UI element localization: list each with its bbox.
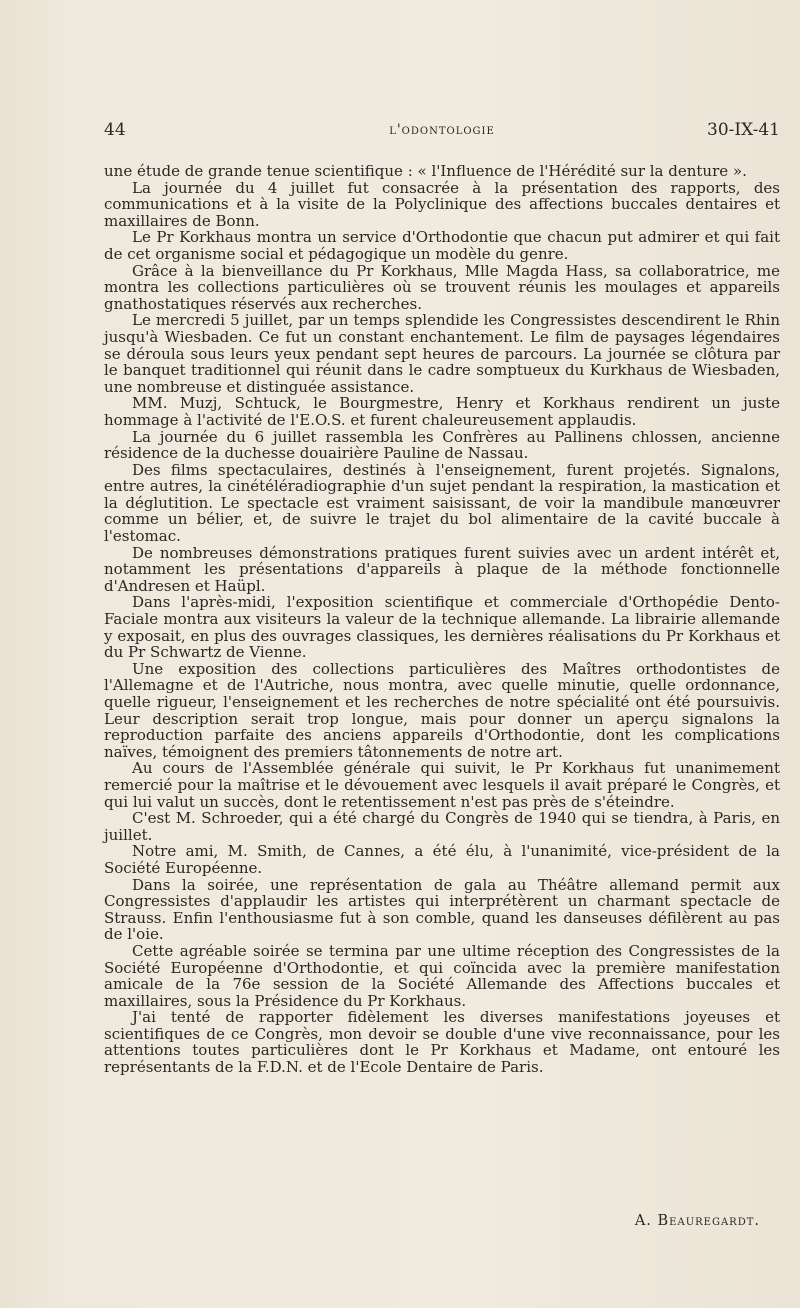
paragraph: Le mercredi 5 juillet, par un temps splendide les Congressistes descendirent le Rhin jusqu'à Wiesbaden. Ce fut un constant enchantement. Le film de paysages légendaires se déroula sous leurs yeux pendant sept heures de parcours. La journée se clôtura par le banquet traditionnel qui réunit dans le cadre somptueux du Kurkhaus de Wiesbaden, une nombreuse et distinguée assistance. (104, 311, 780, 396)
paragraph: J'ai tenté de rapporter fidèlement les diverses manifestations joyeuses et scientifiques de ce Congrès, mon devoir se double d'une vive reconnaissance, pour les attentions toutes particulières dont le Pr Korkhaus et Madame, ont entouré les représentants de la F.D.N. et de l'Ecole Dentaire de Paris. (104, 1008, 780, 1077)
paragraph: Une exposition des collections particulières des Maîtres orthodontistes de l'Allemagne et de l'Autriche, nous montra, avec quelle minutie, quelle ordonnance, quelle rigueur, l'enseignement et les recherches de notre spécialité ont été poursuivis. Leur description serait trop longue, mais pour donner un aperçu signalons la reproduction parfaite des anciens appareils d'Orthodontie, dont les complications naïves, témoignent des premiers tâtonnements de notre art. (104, 659, 780, 761)
paragraph: MM. Muzj, Schtuck, le Bourgmestre, Henry et Korkhaus rendirent un juste hommage à l'activité de l'E.O.S. et furent chaleureusement applaudis. (104, 394, 780, 429)
paragraph: La journée du 6 juillet rassembla les Confrères au Pallinens chlossen, ancienne résidence de la duchesse douairière Pauline de Nassau. (104, 427, 780, 463)
paragraph: Au cours de l'Assemblée générale qui suivit, le Pr Korkhaus fut unanimement remercié pour la maîtrise et le dévouement avec lesquels il avait préparé le Congrès, et qui lui valut un succès, dont le retentissement n'est pas près de s'éteindre. (104, 759, 780, 811)
paragraph: une étude de grande tenue scientifique : « l'Influence de l'Hérédité sur la denture ». (104, 162, 747, 180)
paragraph: Des films spectaculaires, destinés à l'enseignement, furent projetés. Signalons, entre autres, la cinétéléradiographie d'un sujet pendant la respiration, la mastication et la déglutition. Le spectacle est vraiment saisissant, de voir la mandibule manœuvrer comme un bélier, et, de suivre le trajet du bol alimentaire de la cavité buccale à l'estomac. (104, 460, 780, 546)
paragraph: De nombreuses démonstrations pratiques furent suivies avec un ardent intérêt et, notamment les présentations d'appareils à plaque de la méthode fonctionnelle d'Andresen et Haüpl. (104, 543, 780, 595)
page-number: 44 (104, 120, 126, 140)
paragraph: Dans la soirée, une représentation de gala au Théâtre allemand permit aux Congressistes d'applaudir les artistes qui interprétèrent un charmant spectacle de Strauss. Enfin l'enthousiasme fut à son comble, quand les danseuses défilèrent au pas de l'oie. (104, 875, 780, 944)
running-head (104, 120, 780, 144)
paragraph: Le Pr Korkhaus montra un service d'Orthodontie que chacun put admirer et qui fait de cet organisme social et pédagogique un modèle du genre. (104, 228, 780, 263)
paragraph: Dans l'après-midi, l'exposition scientifique et commerciale d'Orthopédie Dento-Faciale montra aux visiteurs la valeur de la technique allemande. La librairie allemande y exposait, en plus des ouvrages classiques, les dernières réalisations du Pr Korkhaus et du Pr Schwartz de Vienne. (104, 593, 780, 662)
paragraph: Grâce à la bienveillance du Pr Korkhaus, Mlle Magda Hass, sa collaboratrice, me montra les collections particulières où se trouvent réunis les moulages et appareils gnathostatiques réservés aux recherches. (104, 261, 780, 313)
paragraph: Notre ami, M. Smith, de Cannes, a été élu, à l'unanimité, vice-président de la Société Européenne. (104, 842, 780, 877)
author-signature: A. Beauregardt. (634, 1213, 760, 1229)
paragraph: C'est M. Schroeder, qui a été chargé du Congrès de 1940 qui se tiendra, à Paris, en juillet. (104, 809, 780, 844)
paragraph: La journée du 4 juillet fut consacrée à la présentation des rapports, des communications et à la visite de la Polyclinique des affections buccales dentaires et maxillaires de Bonn. (104, 178, 780, 230)
paragraph: Cette agréable soirée se termina par une ultime réception des Congressistes de la Société Européenne d'Orthodontie, et qui coïncida avec la première manifestation amicale de la 76e session de la Société Allemande des Affections buccales et maxillaires, sous la Présidence du Pr Korkhaus. (104, 941, 780, 1010)
issue-date: 30-IX-41 (707, 120, 780, 140)
journal-title: l'odontologie (389, 122, 495, 138)
article-body (104, 163, 780, 1076)
